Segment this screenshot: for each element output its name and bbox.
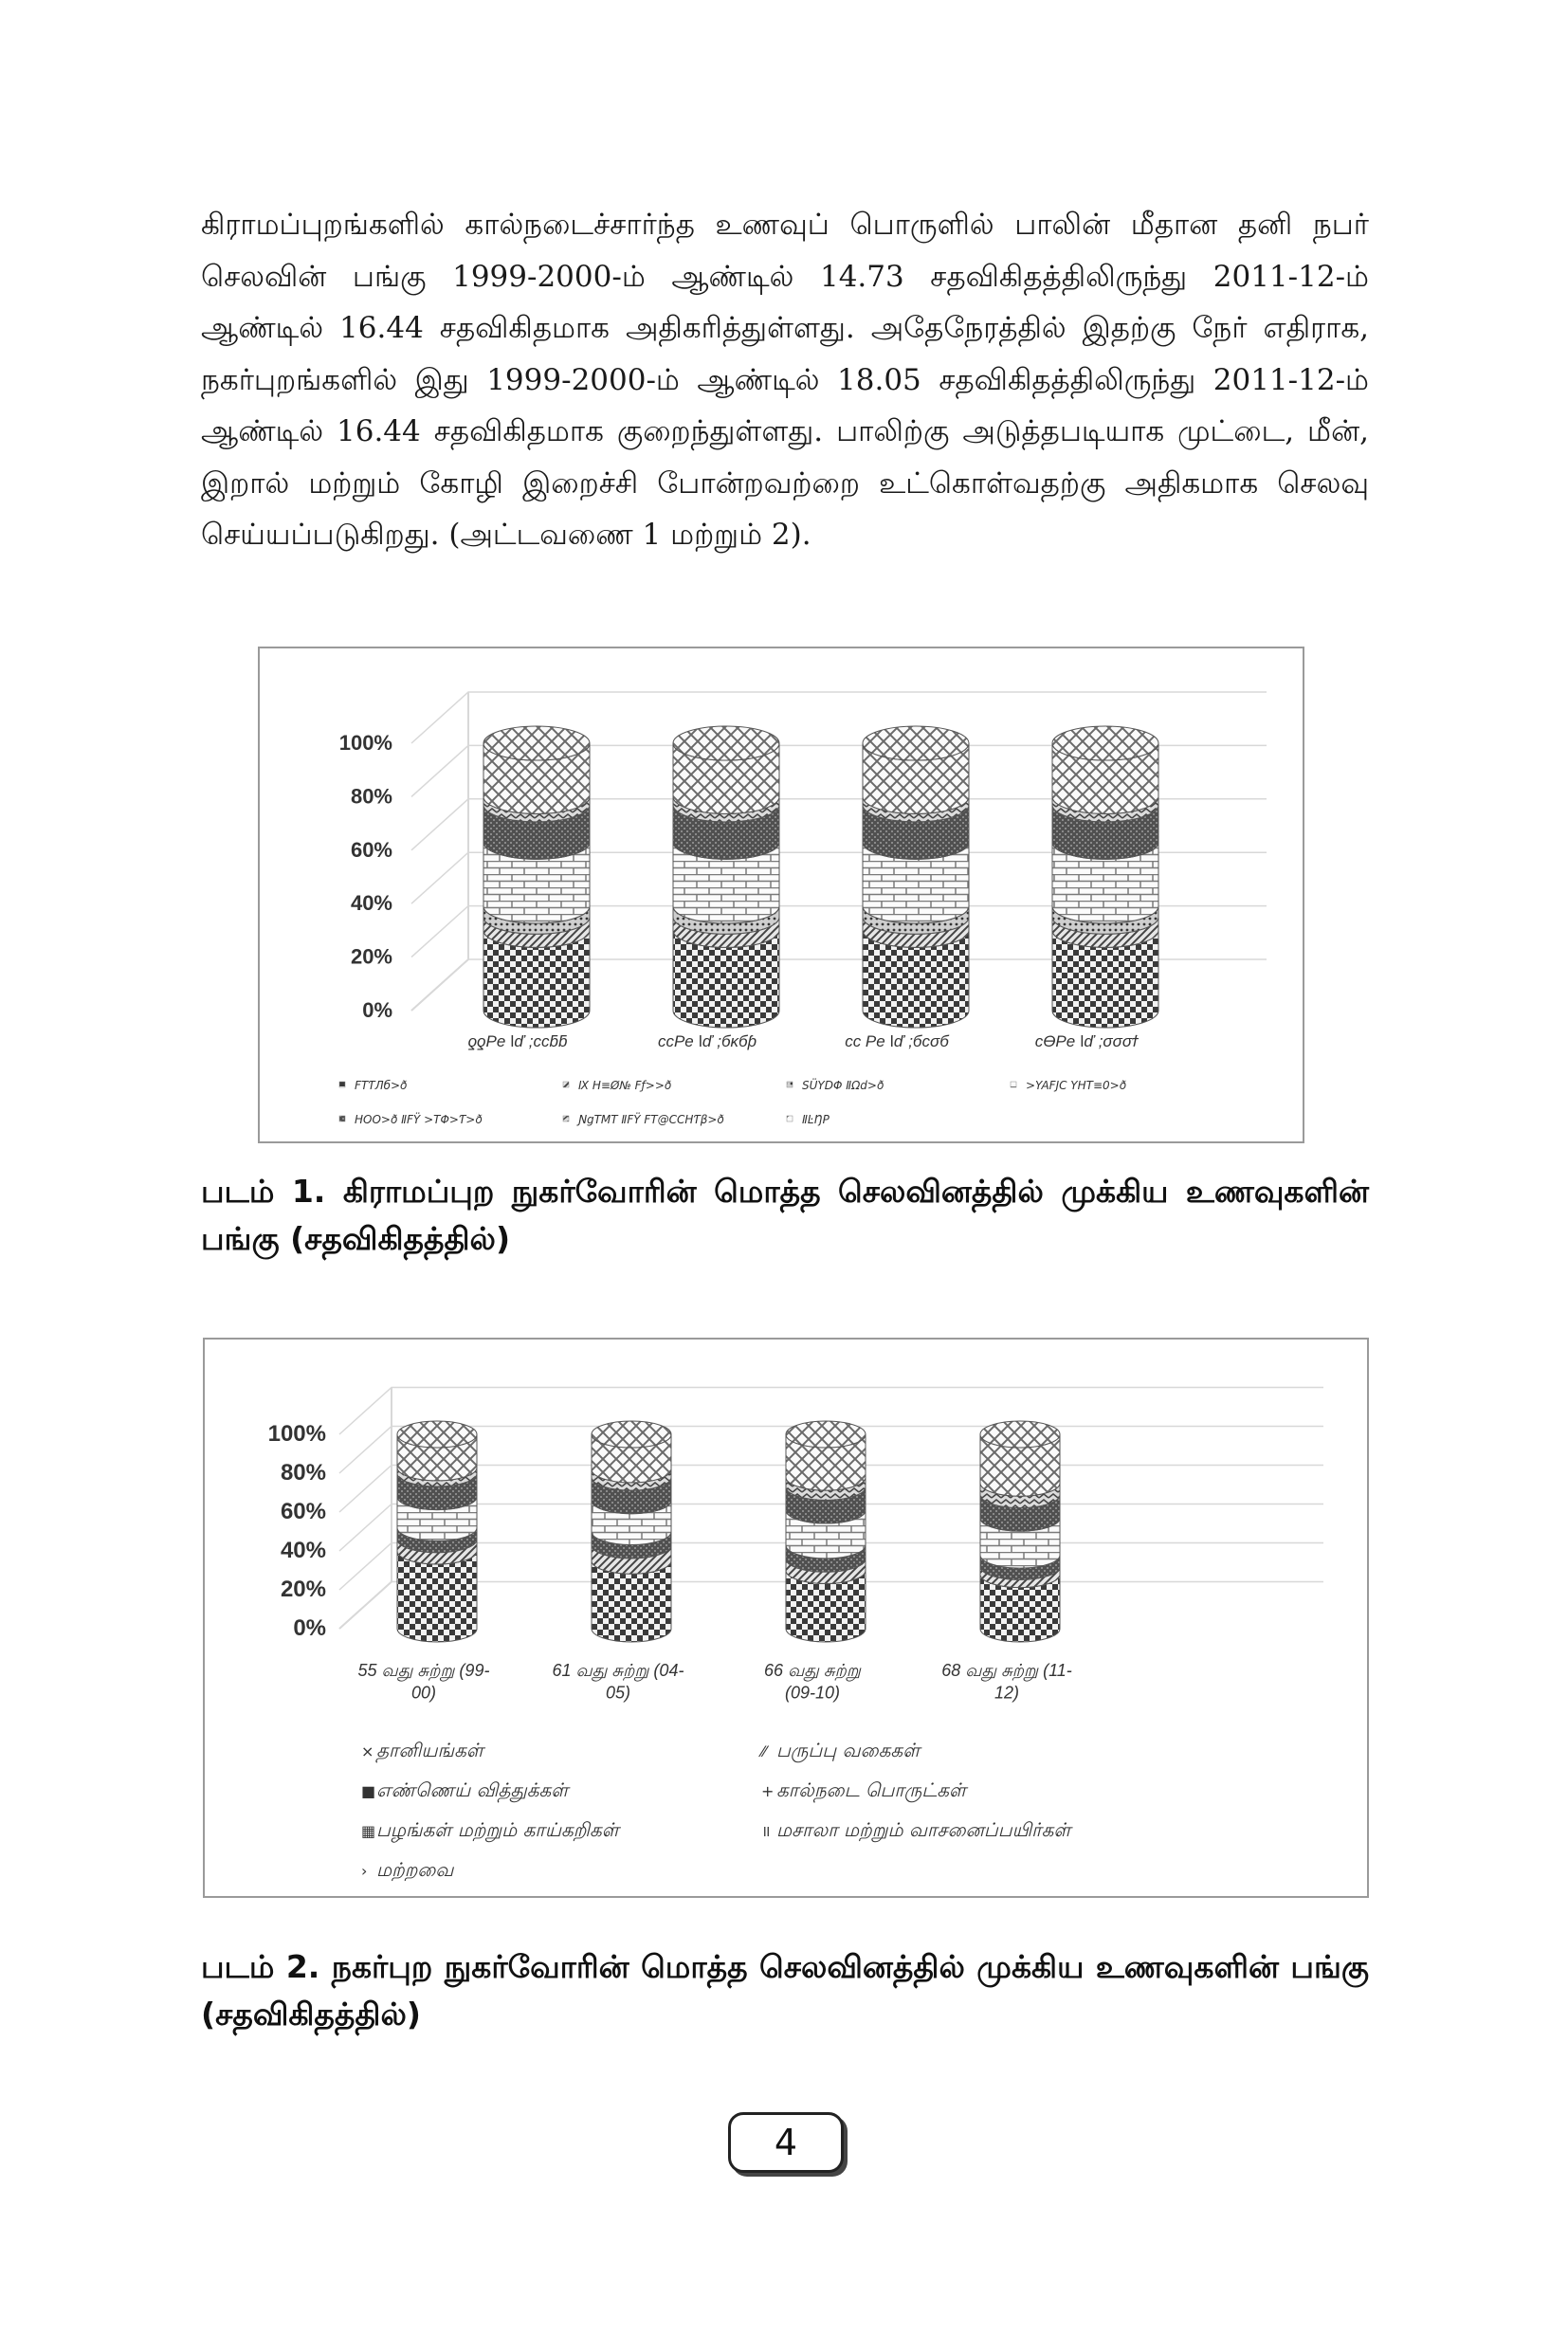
legend-label: SÜYDΦ ⅡΩd>ð <box>802 1079 884 1092</box>
legend-swatch <box>563 1082 569 1087</box>
legend-marker: + <box>761 1782 775 1800</box>
bar-group-2 <box>673 726 779 1028</box>
category-label: 66 வது சுற்று (09-10) <box>764 1661 861 1703</box>
legend-marker: › <box>361 1862 368 1880</box>
legend-label: கால்நடை பொருட்கள் <box>776 1778 967 1801</box>
bar-group-4 <box>1052 726 1158 1028</box>
legend-label: >YAFJC YHT≡0>ð <box>1026 1079 1127 1092</box>
legend-marker: × <box>361 1742 374 1760</box>
legend-swatch <box>1011 1082 1016 1087</box>
chart-urban-svg <box>205 1340 1367 1896</box>
y-tick-label: 40% <box>280 1538 326 1563</box>
legend-marker: ▦ <box>361 1822 376 1840</box>
legend-label: தானியங்கள் <box>376 1739 483 1761</box>
bar-group-2 <box>592 1421 671 1642</box>
category-label: 55 வது சுற்று (99-00) <box>357 1661 490 1703</box>
bar-top-cap <box>592 1421 671 1448</box>
legend-label: HOO>ð ⅡFŸ >ТΦ>Ƭ>ð <box>355 1113 483 1126</box>
legend-marker: ■ <box>361 1782 376 1800</box>
chart-urban-food-share <box>203 1338 1369 1898</box>
y-tick-label: 100% <box>338 731 392 755</box>
legend-marker: ⁄⁄ <box>761 1742 767 1760</box>
category-label: cƟPe ǀď ;σσσϯ <box>1034 1032 1139 1050</box>
bar-top-cap <box>397 1421 477 1448</box>
bar-top-cap <box>483 726 590 760</box>
chart-rural-food-share <box>258 647 1304 1143</box>
y-tick-label: 20% <box>350 944 392 969</box>
category-label: cc Pe ǀď ;бcσб <box>845 1032 949 1050</box>
figure2-caption: படம் 2. நகர்புற நுகர்வோரின் மொத்த செலவினத்தில் முக்கிய உணவுகளின் பங்கு (சதவிகிதத்தில்) <box>201 1948 1369 2033</box>
legend-label: ƝgТМТ ⅡFŸ FT@CCHƬβ>ð <box>578 1113 724 1126</box>
y-tick-label: 40% <box>350 891 392 916</box>
y-tick-label: 0% <box>293 1615 326 1641</box>
legend-swatch <box>563 1116 569 1121</box>
y-tick-label: 0% <box>362 998 392 1022</box>
page-number: 4 <box>728 2112 844 2173</box>
bar-group-1 <box>483 726 590 1028</box>
bar-group-4 <box>980 1421 1060 1642</box>
figure1-caption: படம் 1. கிராமப்புற நுகர்வோரின் மொத்த செலவினத்தில் முக்கிய உணவுகளின் பங்கு (சதவிகிதத்தில்) <box>201 1173 1369 1257</box>
bar-group-3 <box>786 1421 866 1642</box>
legend-marker: ॥ <box>761 1822 771 1840</box>
category-label: 61 வது சுற்று (04-05) <box>552 1661 684 1703</box>
legend-label: ⅡĿŊP <box>802 1113 830 1126</box>
category-label: 68 வது சுற்று (11-12) <box>941 1661 1072 1703</box>
bar-group-1 <box>397 1421 477 1642</box>
legend-swatch <box>787 1082 793 1087</box>
category-label: ƍƍPe ǀď ;ccƃƃ <box>467 1032 568 1050</box>
legend-label: பருப்பு வகைகள் <box>776 1739 921 1761</box>
legend-label: பழங்கள் மற்றும் காய்கறிகள் <box>376 1818 619 1841</box>
bar-top-cap <box>673 726 779 760</box>
bar-top-cap <box>1052 726 1158 760</box>
chart-rural-svg <box>260 648 1303 1141</box>
body-paragraph: கிராமப்புறங்களில் கால்நடைச்சார்ந்த உணவுப் பொருளில் பாலின் மீதான தனி நபர் செலவின் பங்கு 1999-2000-ம் ஆண்டில் 14.73 சதவிகிதத்திலிருந்து 2011-12-ம் ஆண்டில் 16.44 சதவிகிதமாக அதிகரித்துள்ளது. அதேநேரத்தில் இதற்கு நேர் எதிராக, நகர்புறங்களில் இது 1999-2000-ம் ஆண்டில் 18.05 சதவிகிதத்திலிருந்து 2011-12-ம் ஆண்டில் 16.44 சதவிகிதமாக குறைந்துள்ளது. பாலிற்கு அடுத்தபடியாக முட்டை, மீன், இறால் மற்றும் கோழி இறைச்சி போன்றவற்றை உட்கொள்வதற்கு அதிகமாக செலவு செய்யப்படுகிறது. (அட்டவணை 1 மற்றும் 2). <box>201 208 1369 552</box>
legend-swatch <box>339 1082 345 1087</box>
y-tick-label: 60% <box>350 837 392 862</box>
legend-label: FTƬЛб>ð <box>355 1079 408 1092</box>
legend-label: Ⅸ H≡Ø№ Fƒ>>ð <box>578 1079 672 1092</box>
legend-label: எண்ணெய் வித்துக்கள் <box>376 1778 569 1801</box>
y-tick-label: 80% <box>350 784 392 809</box>
y-tick-label: 20% <box>280 1577 326 1602</box>
bar-top-cap <box>863 726 969 760</box>
legend-swatch <box>339 1116 345 1121</box>
legend-label: மசாலா மற்றும் வாசனைப்பயிர்கள் <box>776 1818 1071 1841</box>
y-tick-label: 80% <box>280 1460 326 1486</box>
bar-top-cap <box>786 1421 866 1448</box>
category-label: ccPe ǀď ;бĸбƥ <box>657 1032 757 1050</box>
legend-label: மற்றவை <box>376 1858 454 1881</box>
bar-group-3 <box>863 726 969 1028</box>
y-tick-label: 60% <box>280 1499 326 1524</box>
legend-swatch <box>787 1116 793 1121</box>
y-tick-label: 100% <box>267 1421 326 1447</box>
bar-top-cap <box>980 1421 1060 1448</box>
